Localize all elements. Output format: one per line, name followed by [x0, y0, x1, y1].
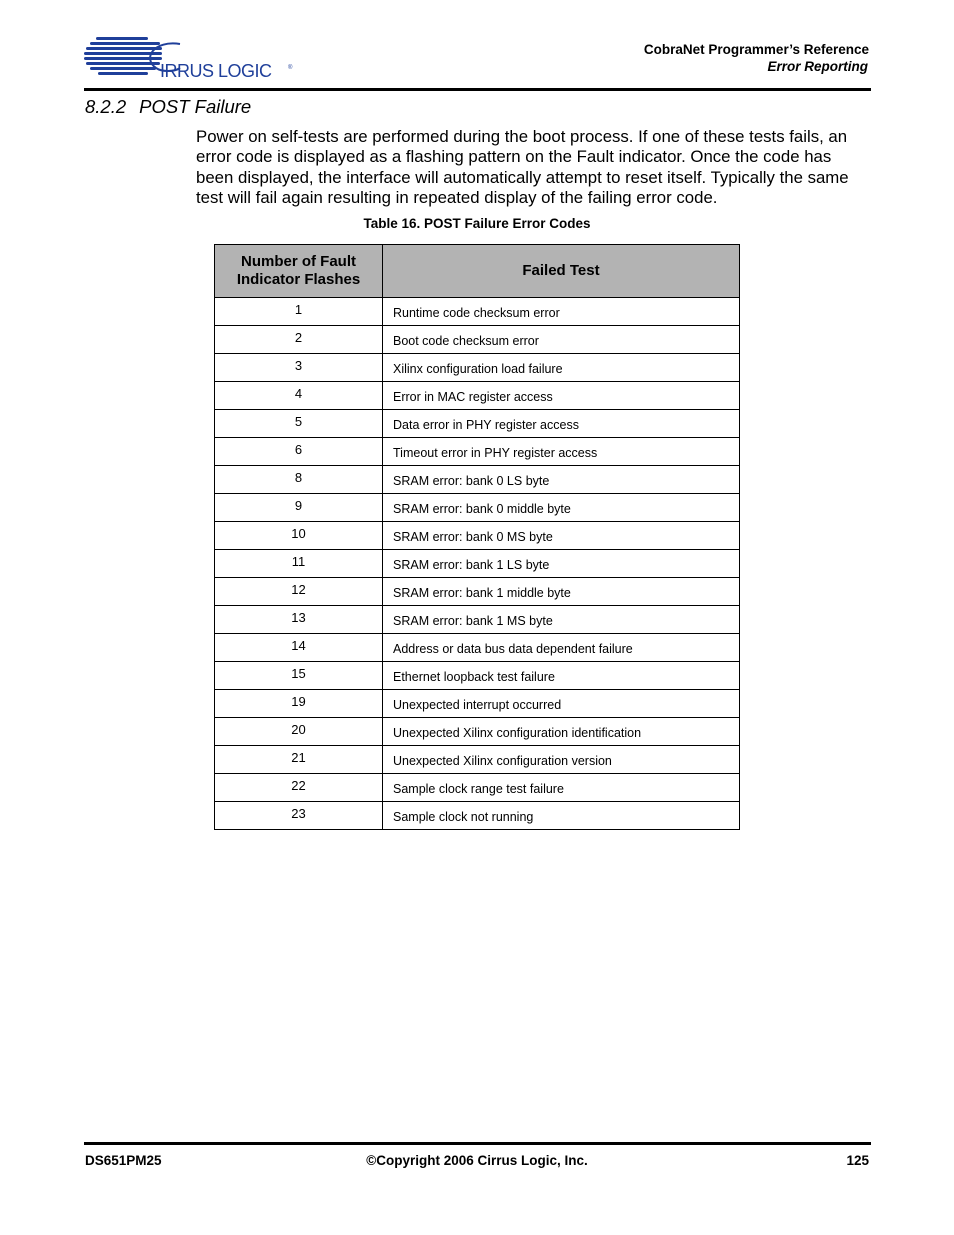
table-row — [215, 662, 740, 690]
flash-count-cell: 9 — [215, 494, 383, 522]
failed-test-cell: Data error in PHY register access — [383, 410, 740, 438]
table-row — [215, 718, 740, 746]
failed-test-cell: Runtime code checksum error — [383, 298, 740, 326]
flash-count-cell: 6 — [215, 438, 383, 466]
table-row — [215, 326, 740, 354]
footer-copyright: ©Copyright 2006 Cirrus Logic, Inc. — [366, 1153, 588, 1168]
table-row — [215, 410, 740, 438]
failed-test-cell: SRAM error: bank 0 middle byte — [383, 494, 740, 522]
failed-test-cell: Error in MAC register access — [383, 382, 740, 410]
failed-test-cell: Sample clock range test failure — [383, 774, 740, 802]
table-row — [215, 634, 740, 662]
post-failure-table — [214, 244, 740, 830]
footer-doc-id: DS651PM25 — [85, 1153, 162, 1168]
table-row — [215, 522, 740, 550]
section-heading — [85, 96, 251, 118]
failed-test-cell: SRAM error: bank 1 middle byte — [383, 578, 740, 606]
column-header-flashes-line1: Number of Fault — [241, 253, 356, 270]
failed-test-cell: Unexpected Xilinx configuration identification — [383, 718, 740, 746]
table-header-row — [215, 245, 740, 298]
failed-test-cell: Xilinx configuration load failure — [383, 354, 740, 382]
flash-count-cell: 19 — [215, 690, 383, 718]
header-rule — [84, 88, 871, 91]
column-header-flashes-line2: Indicator Flashes — [236, 271, 361, 288]
chapter-subtitle: Error Reporting — [767, 59, 868, 74]
svg-text:®: ® — [288, 65, 293, 71]
table-row — [215, 354, 740, 382]
flash-count-cell: 21 — [215, 746, 383, 774]
flash-count-cell: 11 — [215, 550, 383, 578]
failed-test-cell: Ethernet loopback test failure — [383, 662, 740, 690]
failed-test-cell: Address or data bus data dependent failure — [383, 634, 740, 662]
failed-test-cell: Unexpected interrupt occurred — [383, 690, 740, 718]
failed-test-cell: Timeout error in PHY register access — [383, 438, 740, 466]
flash-count-cell: 4 — [215, 382, 383, 410]
svg-text:IRRUS LOGIC: IRRUS LOGIC — [160, 61, 272, 80]
table-row — [215, 606, 740, 634]
flash-count-cell: 5 — [215, 410, 383, 438]
column-header-failed-test: Failed Test — [383, 245, 740, 298]
table-row — [215, 746, 740, 774]
failed-test-cell: SRAM error: bank 1 MS byte — [383, 606, 740, 634]
flash-count-cell: 3 — [215, 354, 383, 382]
failed-test-cell: Unexpected Xilinx configuration version — [383, 746, 740, 774]
table-row — [215, 550, 740, 578]
table-row — [215, 690, 740, 718]
table-row — [215, 774, 740, 802]
table-row — [215, 298, 740, 326]
document-title: CobraNet Programmer’s Reference — [643, 42, 869, 57]
flash-count-cell: 23 — [215, 802, 383, 830]
failed-test-cell: SRAM error: bank 0 MS byte — [383, 522, 740, 550]
failed-test-cell: Boot code checksum error — [383, 326, 740, 354]
failed-test-cell: SRAM error: bank 0 LS byte — [383, 466, 740, 494]
flash-count-cell: 2 — [215, 326, 383, 354]
flash-count-cell: 20 — [215, 718, 383, 746]
table-row — [215, 438, 740, 466]
table-row — [215, 494, 740, 522]
cirrus-logic-logo — [84, 34, 294, 80]
flash-count-cell: 13 — [215, 606, 383, 634]
section-number: 8.2.2 — [85, 96, 127, 117]
flash-count-cell: 10 — [215, 522, 383, 550]
flash-count-cell: 12 — [215, 578, 383, 606]
table-row — [215, 382, 740, 410]
table-row — [215, 802, 740, 830]
column-header-flashes — [215, 245, 383, 298]
footer-page-number: 125 — [846, 1153, 869, 1168]
flash-count-cell: 14 — [215, 634, 383, 662]
table-row — [215, 578, 740, 606]
failed-test-cell: SRAM error: bank 1 LS byte — [383, 550, 740, 578]
flash-count-cell: 22 — [215, 774, 383, 802]
flash-count-cell: 8 — [215, 466, 383, 494]
table-caption: Table 16. POST Failure Error Codes — [363, 216, 591, 231]
failed-test-cell: Sample clock not running — [383, 802, 740, 830]
table-row — [215, 466, 740, 494]
body-paragraph: Power on self-tests are performed during the boot process. If one of these tests fails, an error code is displayed as a flashing pattern on the Fault indicator. Once the code has been displayed, the interface will automatically attempt to reset itself. Typically the same test will fail again resulting in repeated display of the failing error code. — [196, 127, 849, 208]
footer-rule — [84, 1142, 871, 1145]
flash-count-cell: 1 — [215, 298, 383, 326]
section-title: POST Failure — [139, 96, 252, 117]
flash-count-cell: 15 — [215, 662, 383, 690]
